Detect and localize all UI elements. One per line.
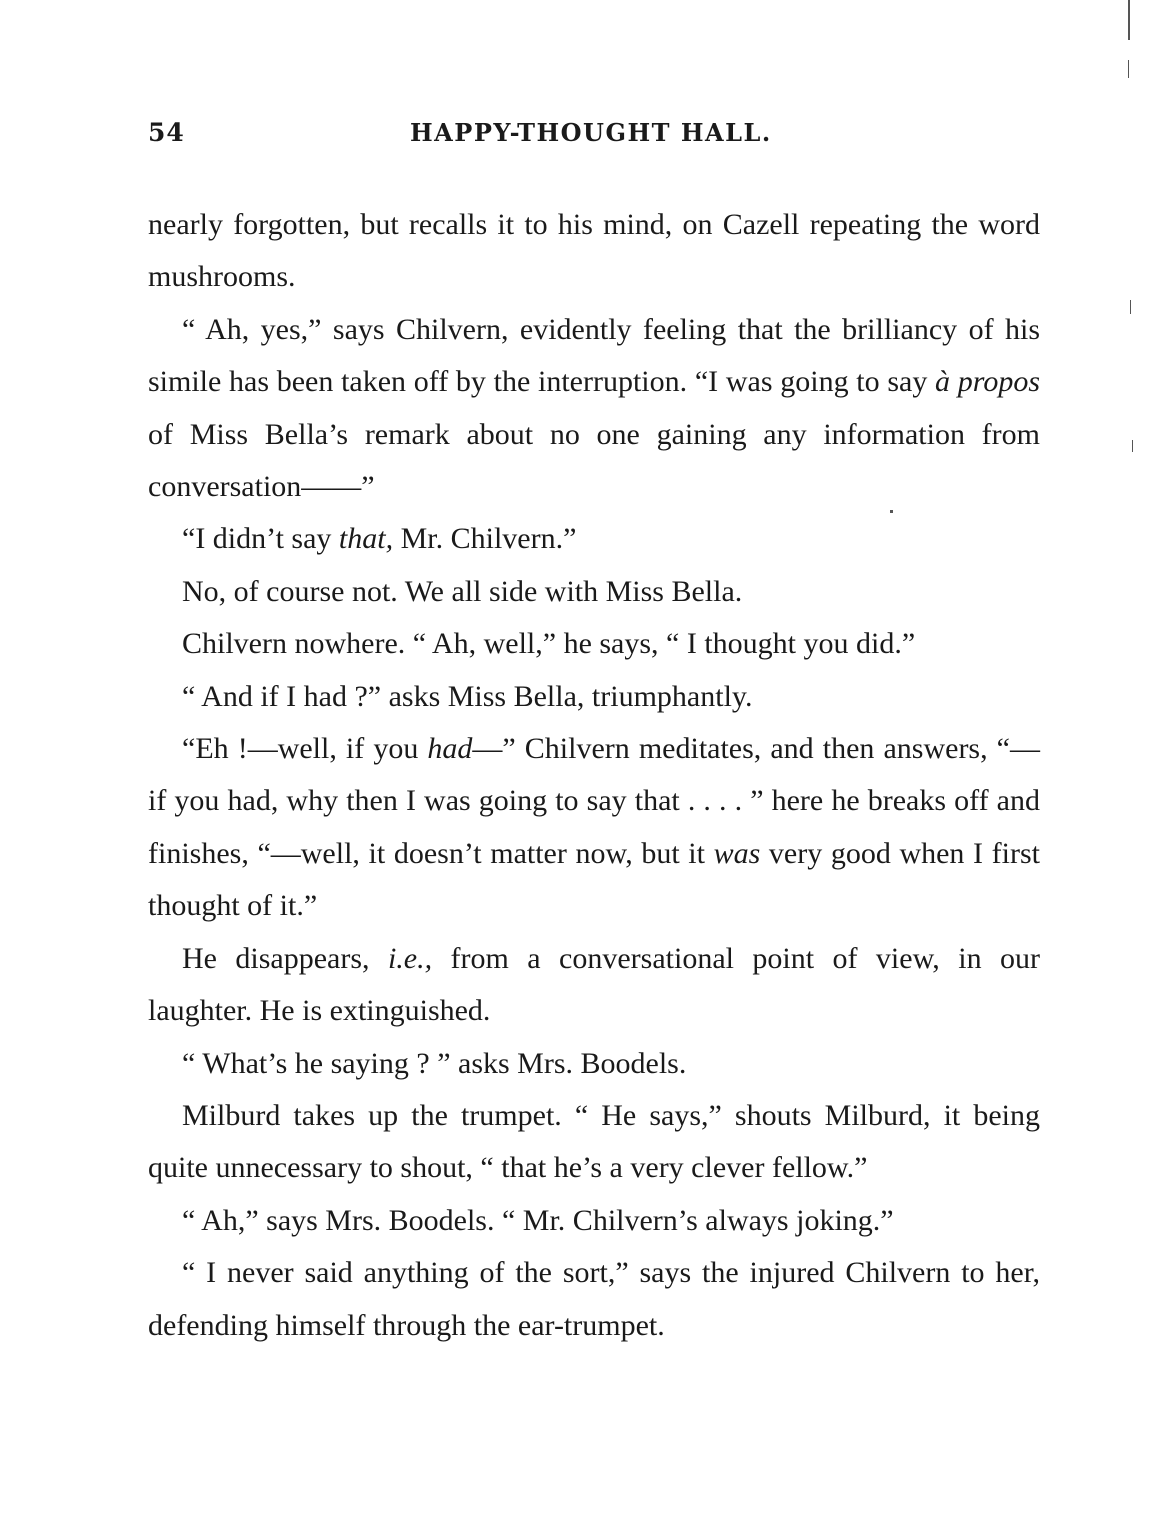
text-run: “Eh !—well, if you <box>182 732 428 766</box>
paragraph <box>148 199 1040 304</box>
paragraph <box>148 723 1040 933</box>
text-run: —” Chilvern meditates, and then answers, “—if you had, why then I was going to say that . . . . ” here he breaks off and finishes, “—well, it doesn’t matter now, but it <box>148 732 1040 870</box>
italic-text: that, <box>338 522 394 556</box>
text-run: “ Ah, yes,” says Chilvern, evidently feeling that the brilliancy of his simile has been taken off by the interruption. “I was going to say <box>148 312 1040 399</box>
italic-text: had <box>427 732 473 766</box>
text-run: No, of course not. We all side with Miss Bella. <box>182 574 743 608</box>
paragraph <box>148 1195 1040 1247</box>
paragraph <box>148 566 1040 618</box>
paragraph <box>148 1038 1040 1090</box>
page-number: 54 <box>148 118 185 147</box>
text-run: very good when I first thought of it.” <box>148 836 1040 923</box>
paragraph <box>148 671 1040 723</box>
scan-speck <box>890 510 893 513</box>
text-run: “ And if I had ?” asks Miss Bella, triumphantly. <box>182 679 753 713</box>
text-run: Mr. Chilvern.” <box>393 522 577 556</box>
paragraph <box>148 304 1040 514</box>
paragraph <box>148 1090 1040 1195</box>
text-run: “I didn’t say <box>182 522 339 556</box>
paragraph <box>148 618 1040 670</box>
italic-text: i.e., <box>387 941 433 975</box>
italic-text: was <box>713 836 761 870</box>
text-run: Milburd takes up the trumpet. “ He says,” shouts Milburd, it being quite unnecessary to shout, “ that he’s a very clever fellow.” <box>148 1098 1040 1185</box>
running-title: HAPPY-THOUGHT HALL. <box>410 118 772 147</box>
text-run: Chilvern nowhere. “ Ah, well,” he says, “ I thought you did.” <box>182 627 916 661</box>
text-run: nearly forgotten, but recalls it to his mind, on Cazell repeating the word mushrooms. <box>148 208 1040 294</box>
scan-edge-mark <box>1132 440 1133 452</box>
text-run: of Miss Bella’s remark about no one gaining any information from conversation——” <box>148 417 1040 504</box>
paragraph <box>148 513 1040 565</box>
paragraph <box>148 1247 1040 1352</box>
scan-edge-mark <box>1128 60 1129 78</box>
page-header <box>140 118 1040 158</box>
text-run: He disappears, <box>182 941 388 975</box>
text-run: “ Ah,” says Mrs. Boodels. “ Mr. Chilvern’s always joking.” <box>182 1203 894 1237</box>
italic-text: à propos <box>935 365 1040 399</box>
text-run: from a conversational point of view, in our laughter. He is extinguished. <box>148 941 1040 1028</box>
text-run: “ What’s he saying ? ” asks Mrs. Boodels. <box>182 1046 687 1080</box>
scan-edge-mark <box>1130 300 1131 314</box>
paragraph <box>148 933 1040 1038</box>
scan-edge-mark <box>1128 0 1130 40</box>
text-run: “ I never said anything of the sort,” says the injured Chilvern to her, defending himself through the ear-trumpet. <box>148 1256 1040 1342</box>
body-text <box>148 199 1040 1352</box>
